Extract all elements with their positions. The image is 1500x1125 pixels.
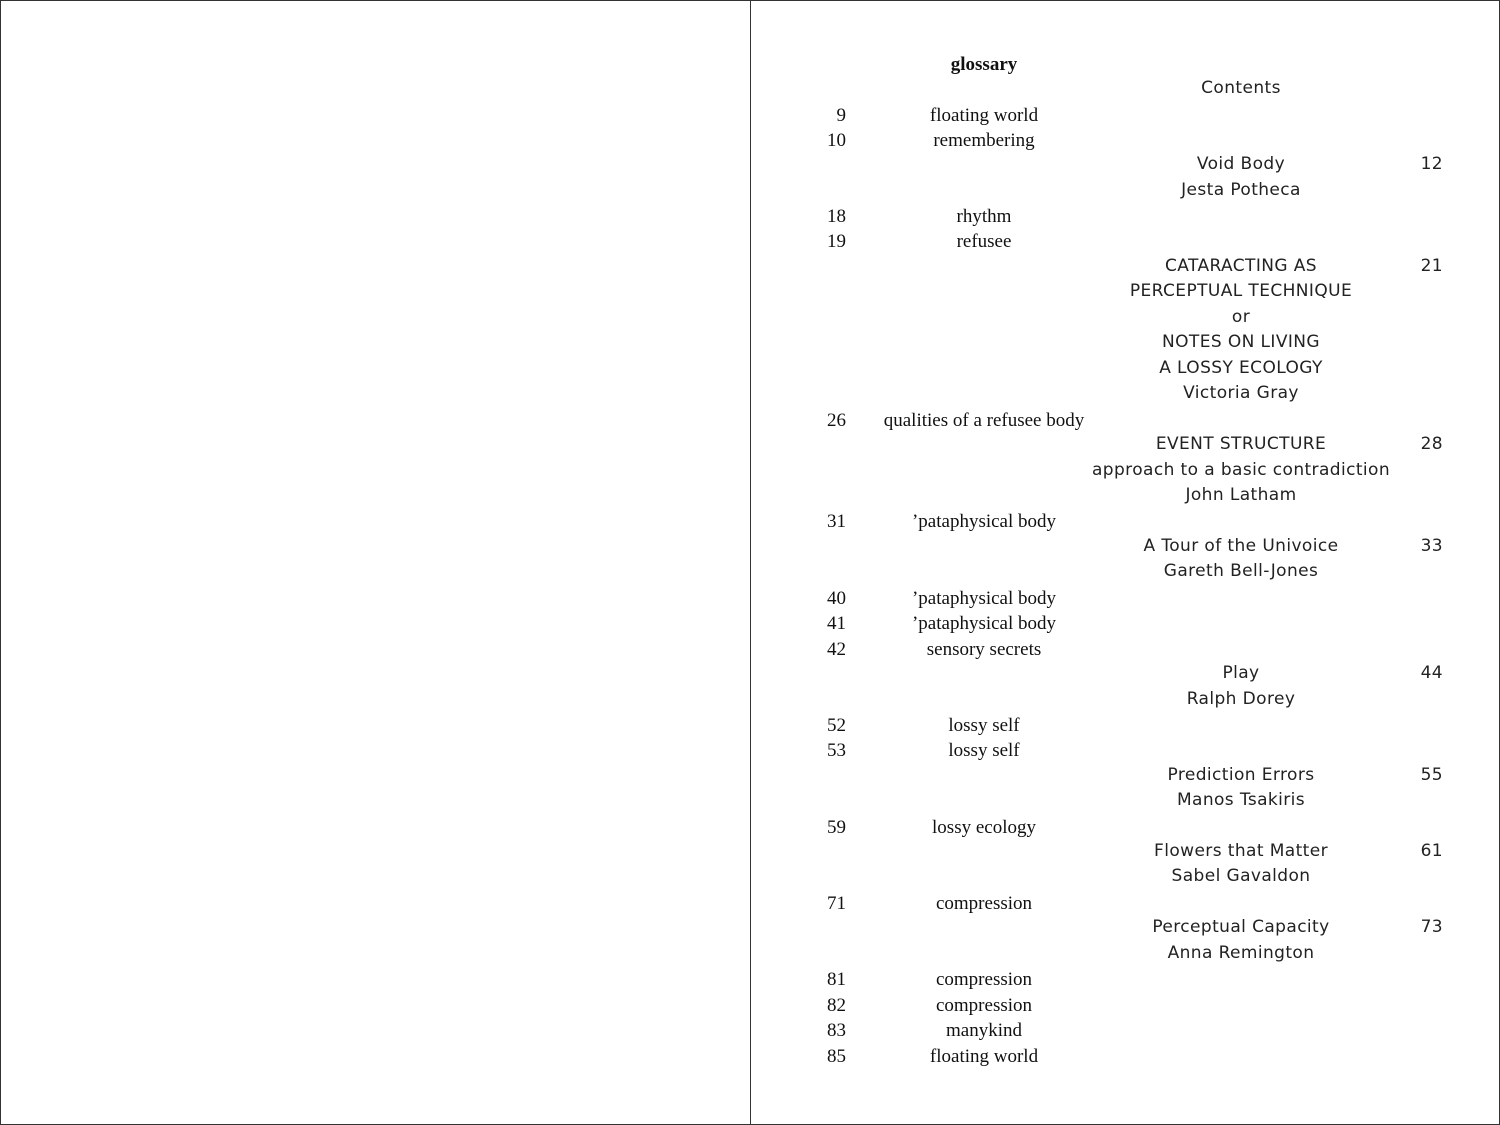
contents-page-number: 21 bbox=[1420, 256, 1443, 276]
glossary-term: lossy ecology bbox=[932, 817, 1036, 838]
contents-author: Victoria Gray bbox=[1183, 383, 1299, 403]
contents-author: Jesta Potheca bbox=[1181, 180, 1301, 200]
contents-page-number: 28 bbox=[1420, 434, 1443, 454]
contents-page-number: 44 bbox=[1420, 663, 1443, 683]
contents-title: Flowers that Matter bbox=[1154, 841, 1328, 861]
right-page bbox=[751, 1, 1499, 1124]
contents-page-number: 61 bbox=[1420, 841, 1443, 861]
contents-author: Anna Remington bbox=[1167, 943, 1315, 963]
glossary-heading: glossary bbox=[950, 54, 1018, 75]
contents-title: Perceptual Capacity bbox=[1152, 917, 1330, 937]
glossary-term: manykind bbox=[946, 1020, 1022, 1041]
contents-title: or bbox=[1231, 307, 1251, 327]
glossary-page-number: 31 bbox=[827, 511, 846, 532]
glossary-page-number: 53 bbox=[827, 740, 846, 761]
glossary-page-number: 41 bbox=[827, 613, 846, 634]
glossary-page-number: 40 bbox=[827, 588, 846, 609]
left-page-blank bbox=[1, 1, 751, 1124]
contents-author: Manos Tsakiris bbox=[1176, 790, 1306, 810]
glossary-term: floating world bbox=[929, 1046, 1039, 1067]
glossary-page-number: 10 bbox=[827, 130, 846, 151]
glossary-page-number: 59 bbox=[827, 817, 846, 838]
glossary-term: sensory secrets bbox=[926, 639, 1042, 660]
contents-author: Sabel Gavaldon bbox=[1171, 866, 1311, 886]
contents-title: A LOSSY ECOLOGY bbox=[1159, 358, 1323, 378]
glossary-term: ’pataphysical body bbox=[911, 613, 1057, 634]
glossary-page-number: 42 bbox=[827, 639, 846, 660]
glossary-page-number: 81 bbox=[827, 969, 846, 990]
contents-author: John Latham bbox=[1185, 485, 1297, 505]
glossary-term: remembering bbox=[933, 130, 1035, 151]
glossary-page-number: 19 bbox=[827, 231, 846, 252]
glossary-term: floating world bbox=[929, 105, 1039, 126]
contents-title: CATARACTING AS bbox=[1165, 256, 1317, 276]
glossary-term: lossy self bbox=[948, 715, 1020, 736]
contents-author: Ralph Dorey bbox=[1186, 689, 1296, 709]
glossary-term: rhythm bbox=[956, 206, 1012, 227]
glossary-page-number: 83 bbox=[827, 1020, 846, 1041]
contents-page-number: 33 bbox=[1420, 536, 1443, 556]
contents-title: Prediction Errors bbox=[1167, 765, 1315, 785]
contents-page-number: 73 bbox=[1420, 917, 1443, 937]
contents-title: Void Body bbox=[1196, 154, 1286, 174]
glossary-page-number: 26 bbox=[827, 410, 846, 431]
contents-subtitle: approach to a basic contradiction bbox=[1091, 460, 1390, 480]
glossary-term: compression bbox=[935, 995, 1033, 1016]
contents-page-number: 55 bbox=[1420, 765, 1443, 785]
contents-title: A Tour of the Univoice bbox=[1143, 536, 1339, 556]
glossary-term: compression bbox=[935, 969, 1033, 990]
glossary-page-number: 85 bbox=[827, 1046, 846, 1067]
contents-title: Play bbox=[1222, 663, 1260, 683]
contents-title: PERCEPTUAL TECHNIQUE bbox=[1129, 281, 1353, 301]
contents-author: Gareth Bell-Jones bbox=[1163, 561, 1319, 581]
glossary-page-number: 71 bbox=[827, 893, 846, 914]
contents-title: EVENT STRUCTURE bbox=[1155, 434, 1327, 454]
glossary-page-number: 82 bbox=[827, 995, 846, 1016]
glossary-page-number: 9 bbox=[836, 105, 846, 126]
glossary-term: ’pataphysical body bbox=[911, 511, 1057, 532]
glossary-term: compression bbox=[935, 893, 1033, 914]
contents-page-number: 12 bbox=[1420, 154, 1443, 174]
contents-title: NOTES ON LIVING bbox=[1162, 332, 1320, 352]
glossary-page-number: 52 bbox=[827, 715, 846, 736]
glossary-term: ’pataphysical body bbox=[911, 588, 1057, 609]
glossary-page-number: 18 bbox=[827, 206, 846, 227]
glossary-term: qualities of a refusee body bbox=[883, 410, 1085, 431]
glossary-term: lossy self bbox=[948, 740, 1020, 761]
glossary-term: refusee bbox=[956, 231, 1012, 252]
contents-heading: Contents bbox=[1201, 78, 1281, 98]
